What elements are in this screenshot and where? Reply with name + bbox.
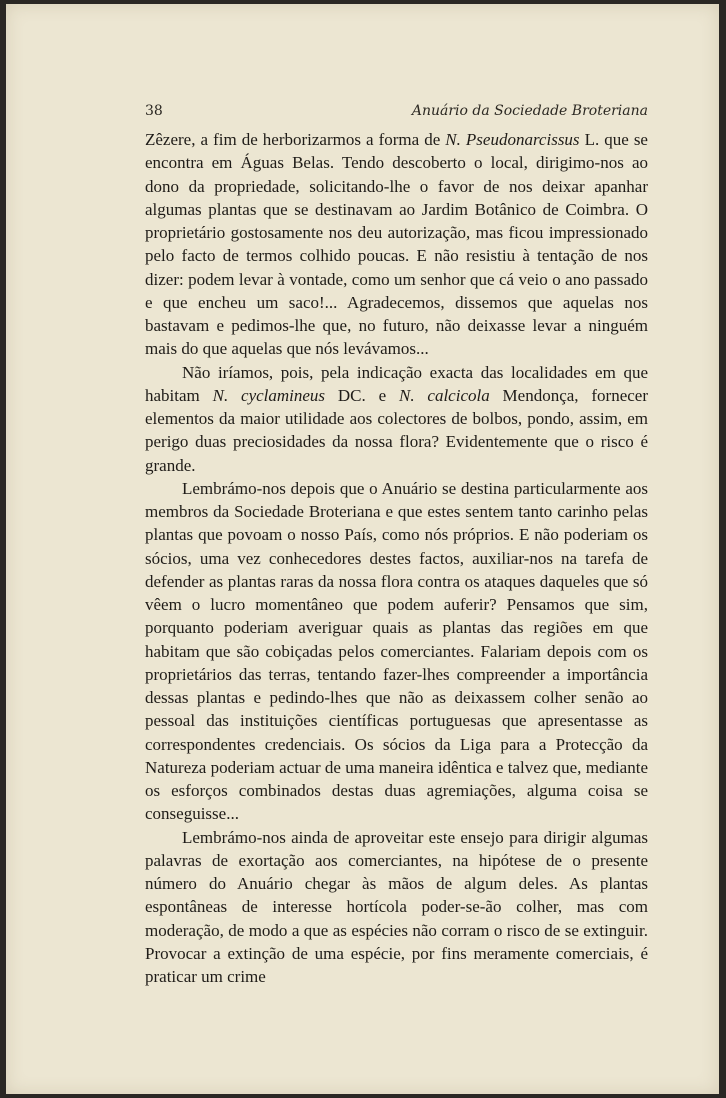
paragraph xyxy=(145,128,648,361)
paragraph xyxy=(145,826,648,989)
running-title: Anuário da Sociedade Broteriana xyxy=(411,103,648,119)
paragraph xyxy=(145,477,648,826)
page-number: 38 xyxy=(145,103,163,119)
text-run: DC. e xyxy=(325,385,399,405)
text-run: L. que se encontra em Águas Belas. Tendo descoberto o local, dirigimo-nos ao dono da propriedade, solicitando-lhe o favor de nos deixar apanhar algumas plantas que se destinavam ao Jardim Botânico de Coimbra. O proprietário gostosamente nos deu autorização, mas ficou impressionado pelo facto de termos colhido poucas. E não resistiu à tentação de nos dizer: podem levar à vontade, como um senhor que cá veio o ano passado e que encheu um saco!... Agradecemos, dissemos que aquelas nos bastavam e pedimos-lhe que, no futuro, não deixasse levar a ninguém mais do que aquelas que nós levávamos... xyxy=(145,130,648,359)
species-name: N. calcicola xyxy=(398,385,490,405)
paragraph xyxy=(145,361,648,477)
species-name: N. cyclamineus xyxy=(212,385,326,405)
text-run: Lembrámo-nos ainda de aproveitar este ensejo para dirigir algumas palavras de exortação aos comerciantes, na hipótese de o presente número do Anuário chegar às mãos de algum deles. As plantas espontâneas de interesse hortícola poder-se-ão colher, mas com moderação, de modo a que as espécies não corram o risco de se extinguir. Provocar a extinção de uma espécie, por fins meramente comerciais, é praticar um crime xyxy=(145,827,648,986)
text-run: Não iríamos, pois, pela indicação exacta das localidades em que habitam xyxy=(145,362,648,405)
body-text xyxy=(145,128,648,988)
text-run: Mendonça, fornecer elementos da maior utilidade aos colectores de bolbos, pondo, assim, em perigo duas preciosidades da nossa flora? Evidentemente que o risco é grande. xyxy=(145,385,649,475)
page-header xyxy=(145,103,648,123)
text-run: Lembrámo-nos depois que o Anuário se destina particularmente aos membros da Sociedade Broteriana e que estes sentem tanto carinho pelas plantas que povoam o nosso País, como nós próprios. E não poderiam os sócios, uma vez conhecedores destes factos, auxiliar-nos na tarefa de defender as plantas raras da nossa flora contra os ataques daqueles que só vêem o lucro momentâneo que podem auferir? Pensamos que sim, porquanto poderiam averiguar quais as plantas das regiões em que habitam que são cobiçadas pelos comerciantes. Falariam depois com os proprietários das terras, tentando fazer-lhes compreender a importância dessas plantas e pedindo-lhes que não as deixassem colher senão ao pessoal das instituições científicas portuguesas que apresentasse as correspondentes credenciais. Os sócios da Liga para a Protecção da Natureza poderiam actuar de uma maneira idêntica e talvez que, mediante os esforços combinados destas duas agremiações, alguma coisa se conseguisse... xyxy=(145,478,648,824)
book-page xyxy=(6,4,719,1094)
species-name: N. Pseudonarcissus xyxy=(445,130,580,149)
text-run: Zêzere, a fim de herborizarmos a forma de xyxy=(145,130,446,149)
